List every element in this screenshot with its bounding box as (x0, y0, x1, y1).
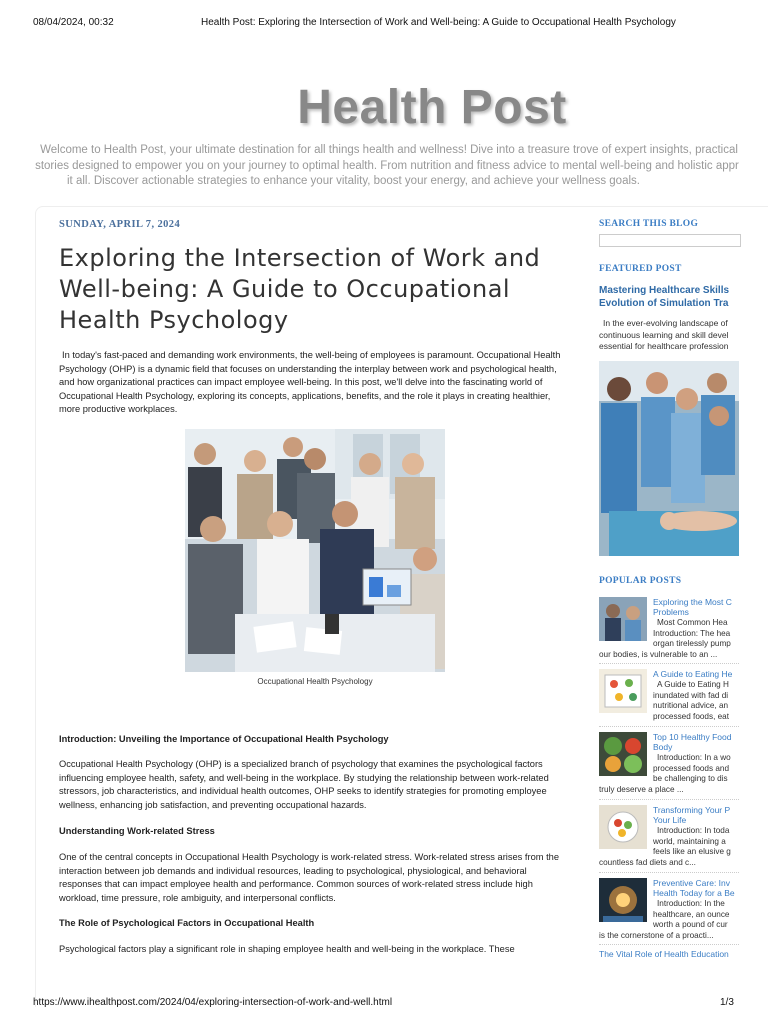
section-heading: The Role of Psychological Factors in Occupational Health (59, 918, 315, 928)
print-page-title: Health Post: Exploring the Intersection of Work and Well-being: A Guide to Occupational Health Psychology (201, 17, 676, 28)
divider (599, 872, 739, 873)
post-image-caption: Occupational Health Psychology (257, 677, 373, 686)
print-page-number: 1/3 (720, 997, 734, 1008)
divider (599, 726, 739, 727)
site-description (0, 143, 768, 190)
print-url: https://www.ihealthpost.com/2024/04/exploring-intersection-of-work-and-well.html (33, 997, 393, 1008)
featured-post-title[interactable] (599, 284, 759, 310)
popular-post[interactable] (599, 732, 739, 798)
popular-post-title[interactable]: Preventive Care: Inv Health Today for a Be (653, 878, 735, 898)
site-description-line: it all. Discover actionable strategies to enhance your vitality, boost your energy, and achieve your wellness goals. (67, 175, 640, 187)
post-paragraph: Psychological factors play a significant role in shaping employee health and well-being in the workplace. These (59, 944, 515, 954)
search-heading: SEARCH THIS BLOG (599, 219, 699, 229)
featured-snippet-line: essential for healthcare profession (599, 341, 729, 351)
post-paragraph: One of the central concepts in Occupational Health Psychology is work-related stress. Work-related stress arises from the interaction between job demands and individual resources, leading to psychological, physiological, and behavioral responses that can impact employee health and performance. Common sources of work-related stress include high workload, time pressure, role ambiguity, and interpersonal conflicts. (59, 852, 560, 903)
popular-post-snippet: A Guide to Eating H inundated with fad di nutritional advice, an processed foods, eat (653, 680, 730, 721)
popular-post-title[interactable]: Transforming Your P Your Life (653, 805, 731, 825)
featured-post-image[interactable] (599, 361, 739, 556)
post-date: SUNDAY, APRIL 7, 2024 (59, 219, 181, 230)
popular-post-snippet: Introduction: In toda world, maintaining a feels like an elusive g countless fad diets and c... (599, 826, 731, 867)
popular-heading: POPULAR POSTS (599, 576, 682, 586)
site-description-line: stories designed to empower you on your journey to optimal health. From nutrition and fitness advice to mental well-being and holistic appr (35, 159, 739, 172)
post-intro: In today's fast-paced and demanding work environments, the well-being of employees is paramount. Occupational Health Psychology (OHP) is a dynamic field that focuses on understanding the interplay between work and psychological health, and how organizational practices can impact employee well-being. In this post, we'll delve into the fascinating world of Occupational Health Psychology, exploring its concepts, applications, benefits, and the role it plays in creating healthier, more productive workplaces. (59, 350, 561, 414)
featured-title-line[interactable]: Mastering Healthcare Skills (599, 285, 730, 296)
featured-snippet-line: continuous learning and skill devel (599, 329, 729, 340)
popular-post-snippet: Most Common Hea Introduction: The hea organ tirelessly pump our bodies, is vulnerable to an ... (599, 618, 731, 659)
popular-post-title[interactable]: A Guide to Eating He (653, 669, 733, 679)
divider (599, 944, 739, 945)
popular-post-title[interactable]: Top 10 Healthy Food Body (653, 732, 732, 752)
popular-post[interactable] (599, 878, 739, 944)
post-title: Exploring the Intersection of Work and Well-being: A Guide to Occupational Health Psychology (59, 244, 541, 334)
featured-post-snippet (599, 318, 739, 353)
section-heading: Understanding Work-related Stress (59, 826, 215, 836)
search-input[interactable] (599, 234, 741, 247)
popular-post-title[interactable]: Exploring the Most C Problems (653, 597, 732, 617)
site-description-line: Welcome to Health Post, your ultimate destination for all things health and wellness! Dive into a treasure trove of expert insights, practical (40, 144, 738, 156)
divider (599, 663, 739, 664)
popular-post-title[interactable]: The Vital Role of Health Education (599, 949, 729, 959)
post-image (185, 429, 445, 672)
featured-heading: FEATURED POST (599, 264, 682, 274)
featured-title-line[interactable]: Evolution of Simulation Tra (599, 298, 729, 309)
popular-post-snippet: Introduction: In the healthcare, an ounce worth a pound of cur is the cornerstone of a proacti... (599, 899, 730, 940)
popular-post[interactable] (599, 805, 739, 871)
section-heading: Introduction: Unveiling the Importance of Occupational Health Psychology (59, 734, 389, 744)
featured-snippet-line: In the ever-evolving landscape of (603, 318, 728, 328)
post-paragraph: Occupational Health Psychology (OHP) is a specialized branch of psychology that examines the psychological factors influencing employee health, safety, and well-being in the workplace. By studying the relationship between work-related stressors, job characteristics, and individual health outcomes, OHP seeks to identify strategies for promoting employee wellness, enhancing job satisfaction, and preventing occupational hazards. (59, 759, 549, 810)
site-title[interactable]: Health Post (297, 81, 567, 134)
divider (599, 799, 739, 800)
popular-post[interactable] (599, 597, 739, 663)
print-datetime: 08/04/2024, 00:32 (33, 17, 114, 28)
popular-post-snippet: Introduction: In a wo processed foods and be challenging to dis truly deserve a place ... (599, 753, 731, 794)
